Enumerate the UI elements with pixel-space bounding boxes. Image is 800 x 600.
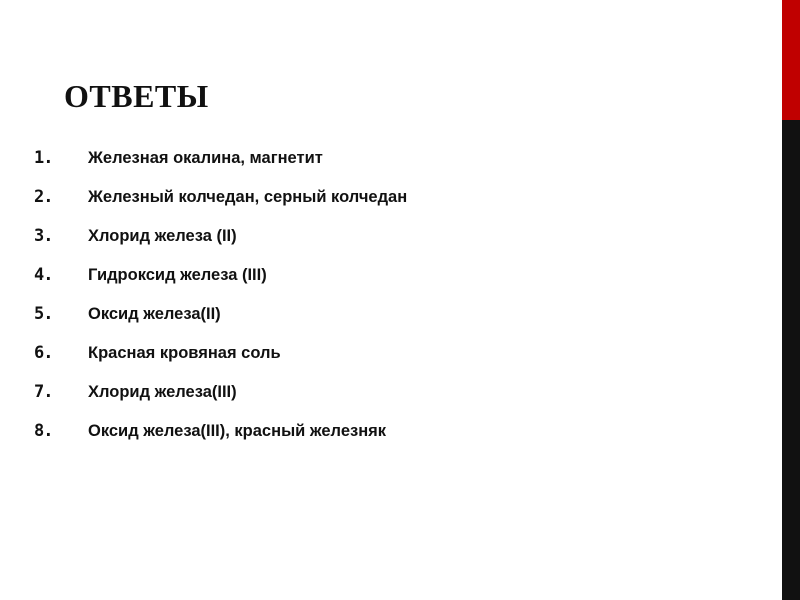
list-item: [30, 226, 730, 265]
list-item-number: 6.: [34, 343, 53, 363]
list-item: [30, 304, 730, 343]
list-item-label: Хлорид железа (II): [88, 227, 237, 245]
list-item: [30, 265, 730, 304]
page-title: ОТВЕТЫ: [64, 78, 209, 114]
list-item-number: 8.: [34, 421, 53, 441]
list-item: [30, 343, 730, 382]
list-item: [30, 187, 730, 226]
list-item-label: Гидроксид железа (III): [88, 266, 267, 284]
list-item-label: Оксид железа(II): [88, 305, 221, 323]
list-item: [30, 382, 730, 421]
list-item-number: 3.: [34, 226, 53, 246]
list-item-label: Оксид железа(III), красный железняк: [88, 422, 387, 440]
list-item-number: 1.: [34, 148, 53, 168]
decorative-bar-red: [782, 0, 800, 120]
list-item-number: 2.: [34, 187, 53, 207]
list-item: [30, 421, 730, 460]
answers-list: [30, 148, 730, 460]
decorative-bar-black: [782, 120, 800, 600]
list-item: [30, 148, 730, 187]
list-item-number: 4.: [34, 265, 53, 285]
list-item-label: Железная окалина, магнетит: [88, 149, 323, 167]
list-item-label: Хлорид железа(III): [88, 383, 237, 401]
list-item-label: Красная кровяная соль: [88, 344, 281, 362]
list-item-number: 5.: [34, 304, 53, 324]
list-item-label: Железный колчедан, серный колчедан: [88, 188, 408, 206]
list-item-number: 7.: [34, 382, 53, 402]
